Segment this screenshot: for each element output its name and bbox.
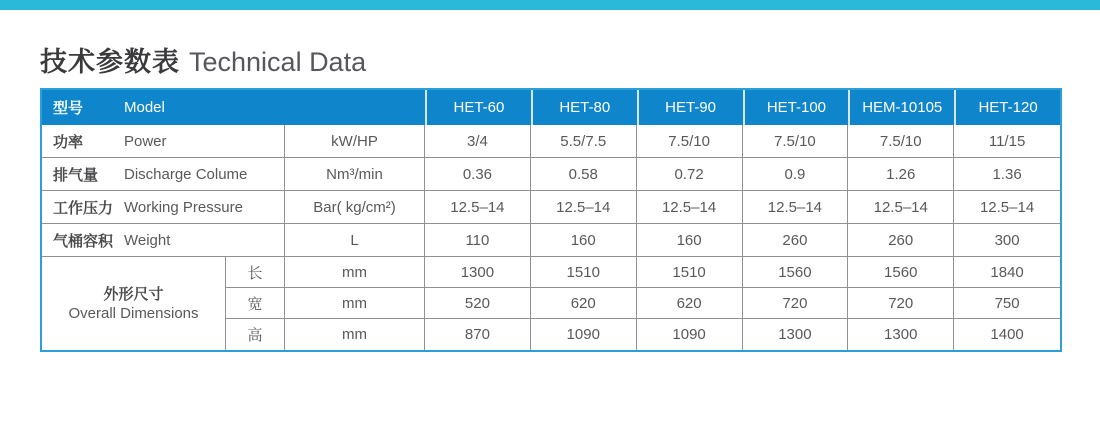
unit-cell: mm: [285, 319, 425, 350]
row-label-zh: 气桶容积: [53, 232, 114, 250]
value-cell: 520: [425, 288, 531, 319]
row-label-zh: 功率: [53, 133, 84, 151]
value-cell: 7.5/10: [743, 125, 849, 158]
value-cell: 720: [743, 288, 849, 319]
unit-cell: Nm³/min: [285, 158, 425, 191]
value-cell: 720: [848, 288, 954, 319]
dimensions-label-en: Overall Dimensions: [68, 304, 199, 322]
value-cell: 1510: [531, 257, 637, 288]
top-accent-bar: [0, 0, 1100, 10]
model-header-cell: HET-60: [425, 90, 531, 125]
model-header-cell: HET-120: [954, 90, 1060, 125]
technical-data-table: [40, 88, 1062, 352]
value-cell: 870: [425, 319, 531, 350]
value-cell: 1090: [531, 319, 637, 350]
value-cell: 620: [637, 288, 743, 319]
value-cell: 1560: [743, 257, 849, 288]
dimensions-label-zh: 外形尺寸: [103, 285, 164, 303]
value-cell: 0.72: [637, 158, 743, 191]
unit-cell: mm: [285, 257, 425, 288]
value-cell: 0.58: [531, 158, 637, 191]
dimension-axis-cell: 宽: [226, 288, 285, 319]
value-cell: 0.9: [743, 158, 849, 191]
value-cell: 1090: [637, 319, 743, 350]
value-cell: 160: [531, 224, 637, 257]
value-cell: 260: [848, 224, 954, 257]
row-label-zh: 排气量: [53, 166, 99, 184]
value-cell: 1300: [743, 319, 849, 350]
value-cell: 110: [425, 224, 531, 257]
value-cell: 1510: [637, 257, 743, 288]
model-header-cell: HEM-10105: [848, 90, 954, 125]
model-header-cell: HET-80: [531, 90, 637, 125]
spec-grid: [42, 90, 1060, 350]
value-cell: 7.5/10: [848, 125, 954, 158]
value-cell: 5.5/7.5: [531, 125, 637, 158]
value-cell: 12.5–14: [637, 191, 743, 224]
value-cell: 1.26: [848, 158, 954, 191]
model-header-label-cell: [42, 90, 425, 125]
row-label-en: Power: [124, 132, 167, 150]
value-cell: 1840: [954, 257, 1060, 288]
value-cell: 1300: [425, 257, 531, 288]
dimensions-merged-label: [42, 257, 226, 350]
value-cell: 11/15: [954, 125, 1060, 158]
value-cell: 12.5–14: [954, 191, 1060, 224]
value-cell: 1400: [990, 326, 1024, 343]
value-cell: 12.5–14: [425, 191, 531, 224]
value-cell: 160: [637, 224, 743, 257]
row-label-en: Weight: [124, 231, 171, 249]
dimension-axis-cell: 长: [226, 257, 285, 288]
model-header-label-en: Model: [124, 99, 165, 116]
row-label-zh: 工作压力: [53, 199, 114, 217]
dimension-axis-cell: 高: [226, 319, 285, 350]
value-cell: 3/4: [425, 125, 531, 158]
model-header-cell: HET-100: [743, 90, 849, 125]
page-title-zh: 技术参数表: [40, 47, 180, 77]
page-title-en: Technical Data: [189, 47, 367, 77]
unit-cell: mm: [285, 288, 425, 319]
value-cell: 0.36: [425, 158, 531, 191]
unit-cell: L: [285, 224, 425, 257]
row-label-weight: [42, 224, 285, 257]
row-label-en: Working Pressure: [124, 198, 243, 216]
value-cell: 1300: [848, 319, 954, 350]
value-cell: 1.36: [954, 158, 1060, 191]
model-header-label-zh: 型号: [53, 100, 84, 117]
row-label-discharge: [42, 158, 285, 191]
value-cell: 1560: [848, 257, 954, 288]
value-cell: 12.5–14: [848, 191, 954, 224]
row-label-en: Discharge Colume: [124, 165, 248, 183]
value-cell: 260: [743, 224, 849, 257]
page-title: [40, 46, 1100, 78]
unit-cell: kW/HP: [285, 125, 425, 158]
unit-cell: Bar( kg/cm²): [285, 191, 425, 224]
value-cell: 12.5–14: [743, 191, 849, 224]
row-label-power: [42, 125, 285, 158]
value-cell: 12.5–14: [531, 191, 637, 224]
value-cell: 7.5/10: [637, 125, 743, 158]
row-label-pressure: [42, 191, 285, 224]
value-cell: 300: [954, 224, 1060, 257]
model-header-cell: HET-90: [637, 90, 743, 125]
value-cell: 620: [531, 288, 637, 319]
value-cell: 750: [954, 288, 1060, 319]
